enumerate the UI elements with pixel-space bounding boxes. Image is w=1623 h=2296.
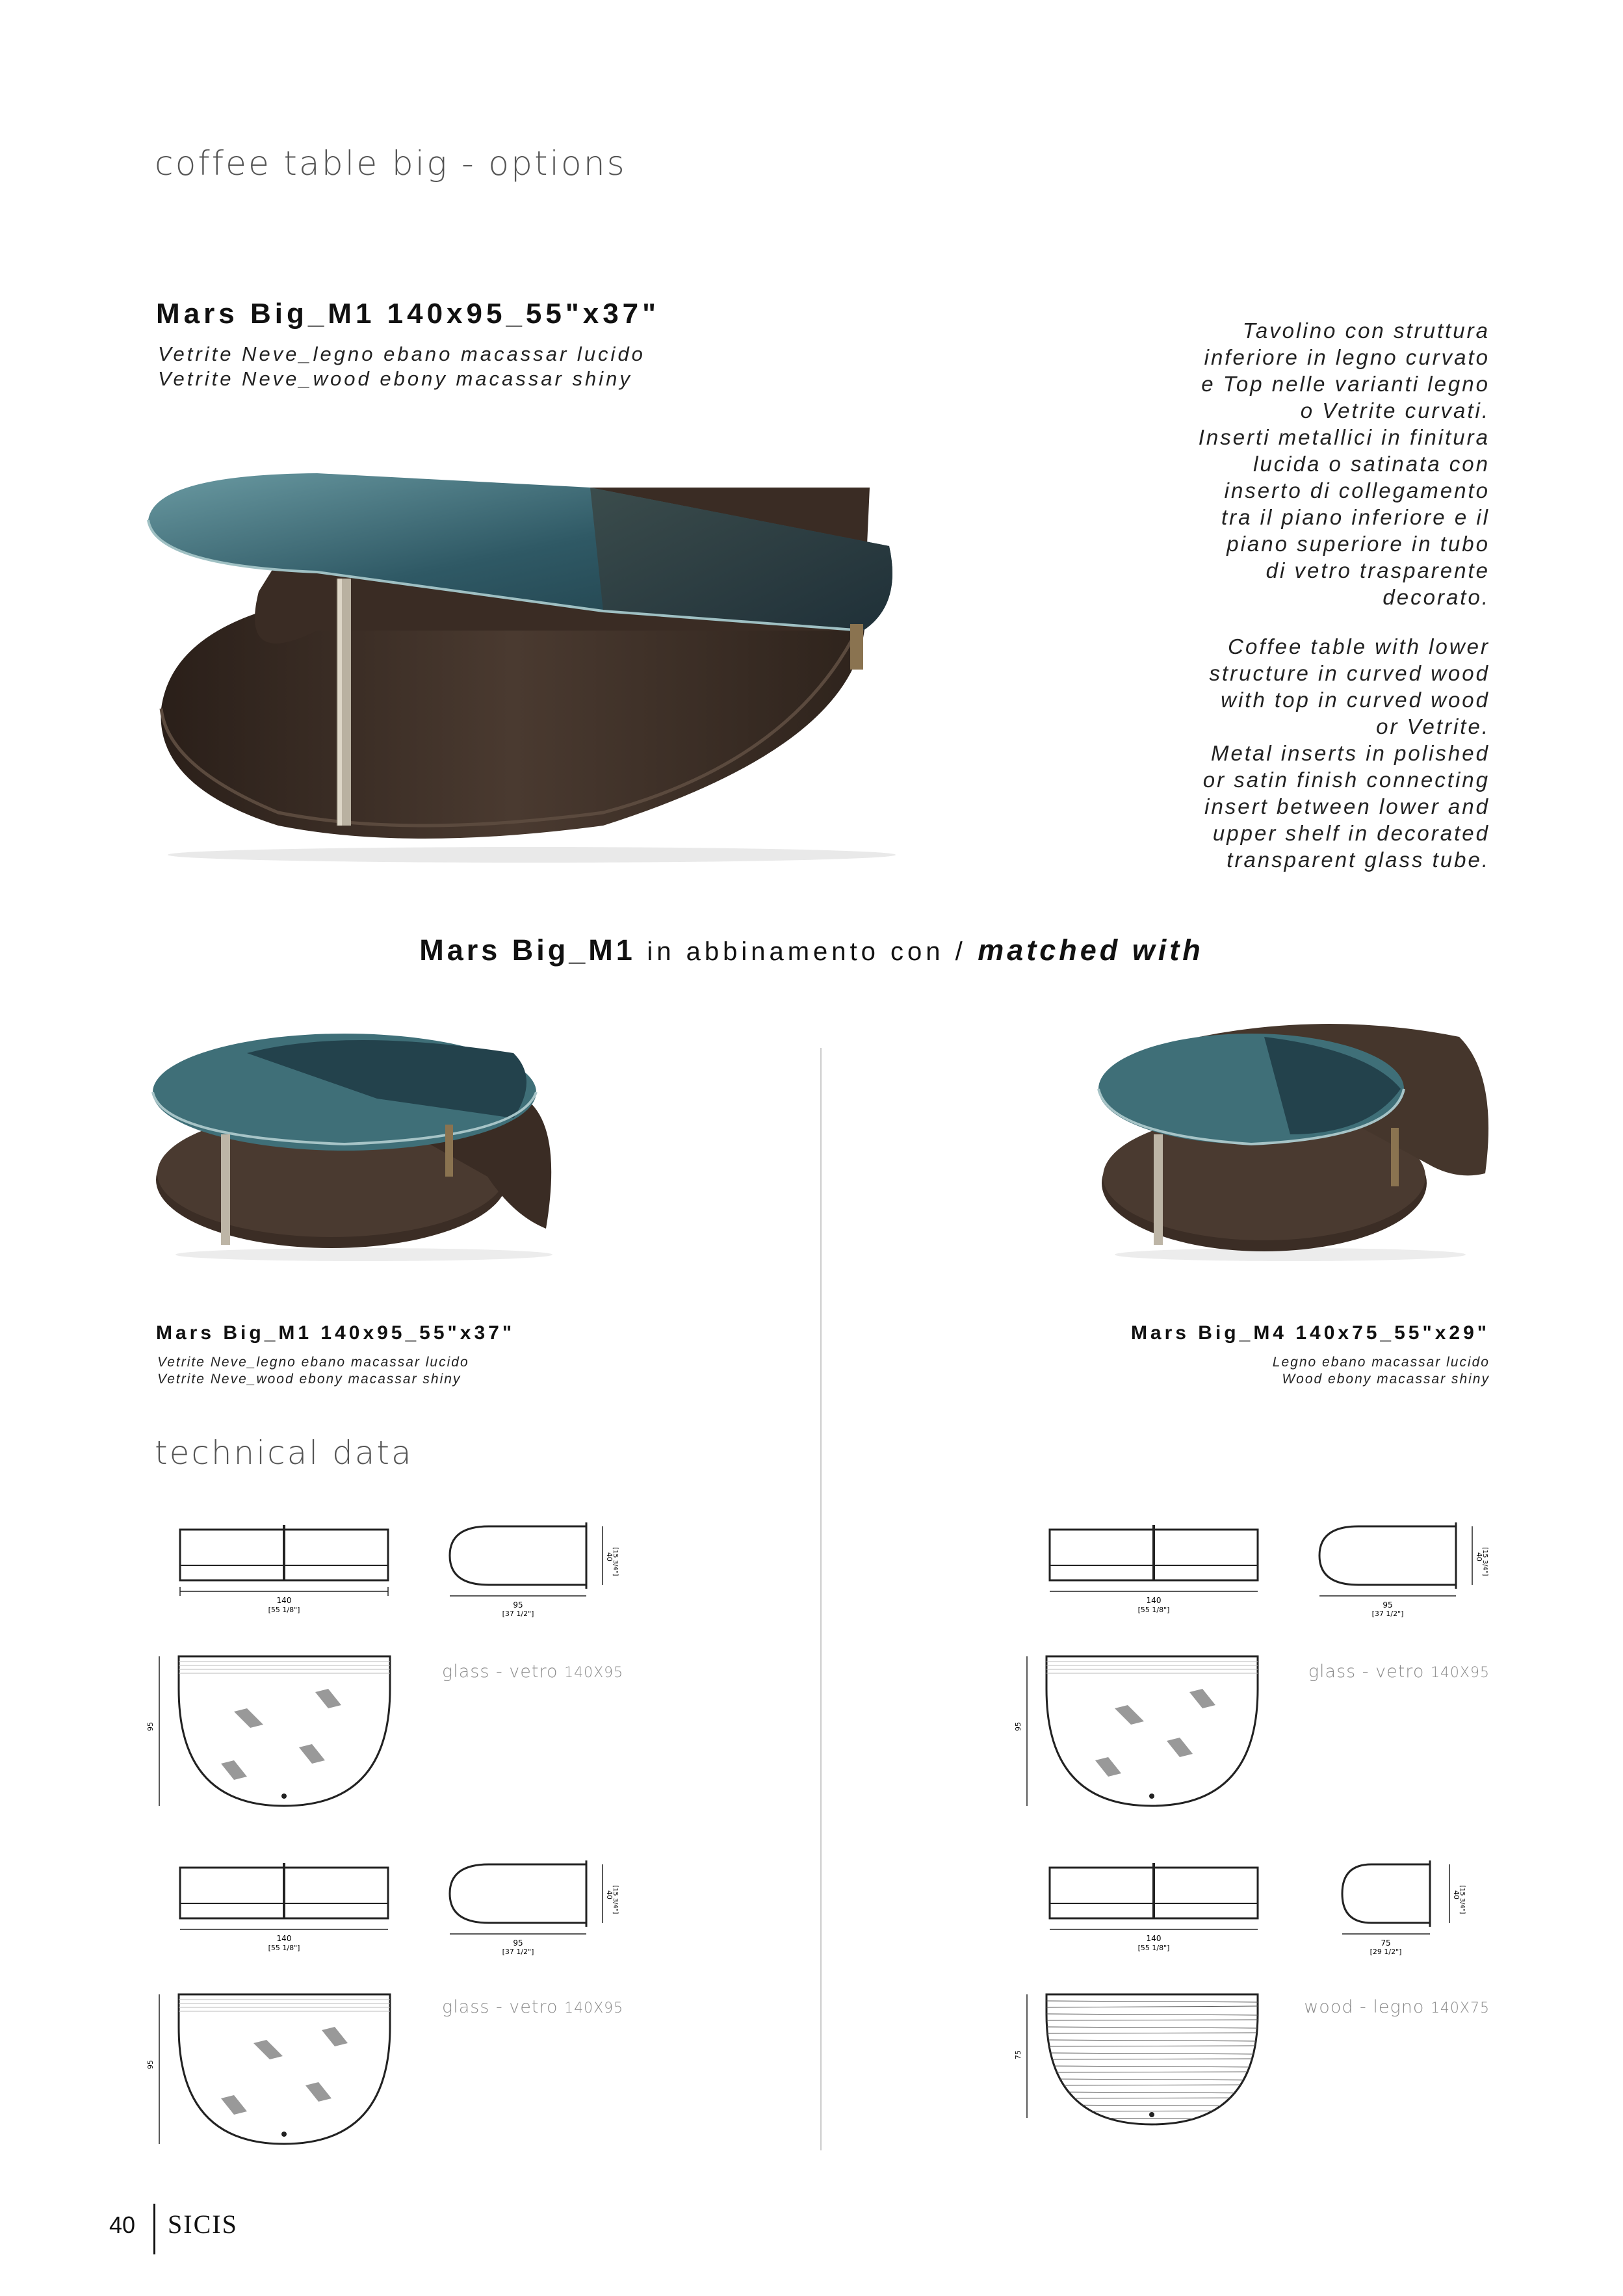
right-side-view-2: [1326, 1851, 1488, 1962]
footer-divider: [153, 2204, 155, 2254]
left-front-view-2: [170, 1858, 398, 1962]
dim-width-in: [55 1/8"]: [1137, 1606, 1170, 1614]
right-label-2-size: 140X75: [1430, 2000, 1490, 2016]
desc-it-line: piano superiore in tubo: [1227, 532, 1490, 556]
right-label-2-text: wood - legno: [1304, 1997, 1425, 2017]
description-en: [1040, 633, 1490, 873]
left-label-1: [442, 1662, 623, 1682]
technical-data-title: technical data: [155, 1434, 413, 1472]
dim-depth: 95: [1014, 1722, 1022, 1731]
right-product-title: Mars Big_M4 140x75_55"x29": [1130, 1322, 1490, 1344]
dim-width: 140: [276, 1934, 292, 1943]
desc-it-line: lucida o satinata con: [1253, 452, 1490, 476]
dim-width: 140: [276, 1596, 292, 1605]
dim-height: 40: [605, 1552, 614, 1561]
desc-en-line: or satin finish connecting: [1202, 768, 1490, 792]
desc-en-line: upper shelf in decorated: [1212, 821, 1490, 845]
desc-en-line: structure in curved wood: [1209, 661, 1490, 685]
left-product-subtitle-it: Vetrite Neve_legno ebano macassar lucido: [157, 1355, 469, 1370]
right-label-1: [1040, 1662, 1490, 1682]
left-label-2-size: 140X95: [564, 2000, 624, 2016]
brand-logo: SICIS: [168, 2210, 238, 2239]
desc-en-line: with top in curved wood: [1221, 688, 1490, 712]
column-divider: [820, 1048, 822, 2150]
desc-it-line: inferiore in legno curvato: [1204, 345, 1490, 369]
desc-en-line: transparent glass tube.: [1227, 848, 1490, 872]
main-product-title: Mars Big_M1 140x95_55"x37": [156, 298, 660, 330]
right-front-view-2: [1040, 1858, 1267, 1962]
desc-it-line: o Vetrite curvati.: [1300, 398, 1490, 423]
desc-en-line: or Vetrite.: [1376, 714, 1490, 738]
desc-en-line: Coffee table with lower: [1228, 634, 1490, 659]
left-top-view-2: [146, 1988, 409, 2157]
dim-depth: 95: [513, 1600, 523, 1610]
right-product-subtitle-it: Legno ebano macassar lucido: [1272, 1355, 1490, 1370]
dim-height: 40: [605, 1890, 614, 1899]
right-label-1-size: 140X95: [1430, 1665, 1490, 1681]
dim-height-in: [15 3/4"]: [1459, 1885, 1466, 1914]
matched-text-italic: matched with: [978, 933, 1204, 967]
main-product-subtitle-it: Vetrite Neve_legno ebano macassar lucido: [158, 343, 645, 365]
matched-product: Mars Big_M1: [419, 933, 636, 967]
dim-depth-in: [37 1/2"]: [502, 1610, 534, 1618]
description-it: [1040, 317, 1490, 610]
dim-height: 40: [1475, 1552, 1483, 1561]
left-label-2-text: glass - vetro: [442, 1997, 558, 2017]
desc-it-line: decorato.: [1383, 585, 1490, 609]
dim-height-in: [15 3/4"]: [612, 1547, 619, 1576]
left-label-1-text: glass - vetro: [442, 1662, 558, 1682]
main-product-subtitle-en: Vetrite Neve_wood ebony macassar shiny: [158, 367, 632, 390]
dim-depth: 95: [1383, 1600, 1393, 1610]
dim-depth: 95: [513, 1938, 523, 1948]
dim-width: 140: [1146, 1934, 1162, 1943]
matched-heading: [0, 933, 1623, 967]
left-product-title: Mars Big_M1 140x95_55"x37": [156, 1322, 515, 1344]
left-label-2: [442, 1997, 623, 2017]
right-label-2: [1040, 1997, 1490, 2017]
dim-width: 140: [1146, 1596, 1162, 1605]
right-side-view-1: [1306, 1513, 1488, 1624]
left-side-view-1: [437, 1513, 619, 1624]
right-product-subtitle-en: Wood ebony macassar shiny: [1282, 1372, 1490, 1387]
dim-depth: 75: [1381, 1938, 1391, 1948]
dim-depth-in: [37 1/2"]: [1371, 1610, 1404, 1618]
matched-text: in abbinamento con /: [647, 937, 967, 966]
right-label-1-text: glass - vetro: [1308, 1662, 1425, 1682]
page-number: 40: [109, 2211, 136, 2238]
left-product-image: [149, 1014, 572, 1264]
dim-width-in: [55 1/8"]: [1137, 1944, 1170, 1952]
desc-en-line: insert between lower and: [1204, 794, 1490, 818]
dim-height-in: [15 3/4"]: [612, 1885, 619, 1914]
desc-it-line: di vetro trasparente: [1266, 558, 1490, 582]
dim-height-in: [15 3/4"]: [1481, 1547, 1488, 1576]
dim-width-in: [55 1/8"]: [268, 1606, 300, 1614]
dim-depth: 75: [1014, 2050, 1022, 2059]
dim-depth: 95: [146, 1722, 155, 1731]
left-side-view-2: [437, 1851, 619, 1962]
desc-it-line: Inserti metallici in finitura: [1198, 425, 1490, 449]
left-front-view-1: [170, 1520, 398, 1624]
right-product-image: [1095, 1011, 1498, 1264]
dim-height: 40: [1452, 1890, 1461, 1899]
right-front-view-1: [1040, 1520, 1267, 1624]
left-top-view-1: [146, 1650, 409, 1819]
desc-en-line: Metal inserts in polished: [1210, 741, 1490, 765]
main-product-image: [148, 462, 915, 865]
dim-depth: 95: [146, 2060, 155, 2069]
left-label-1-size: 140X95: [564, 1665, 624, 1681]
desc-it-line: inserto di collegamento: [1224, 478, 1490, 502]
desc-it-line: Tavolino con struttura: [1242, 319, 1490, 343]
left-product-subtitle-en: Vetrite Neve_wood ebony macassar shiny: [157, 1372, 461, 1387]
section-title: coffee table big - options: [155, 144, 627, 183]
desc-it-line: e Top nelle varianti legno: [1201, 372, 1490, 396]
dim-width-in: [55 1/8"]: [268, 1944, 300, 1952]
dim-depth-in: [37 1/2"]: [502, 1948, 534, 1956]
desc-it-line: tra il piano inferiore e il: [1221, 505, 1490, 529]
dim-depth-in: [29 1/2"]: [1370, 1948, 1402, 1956]
